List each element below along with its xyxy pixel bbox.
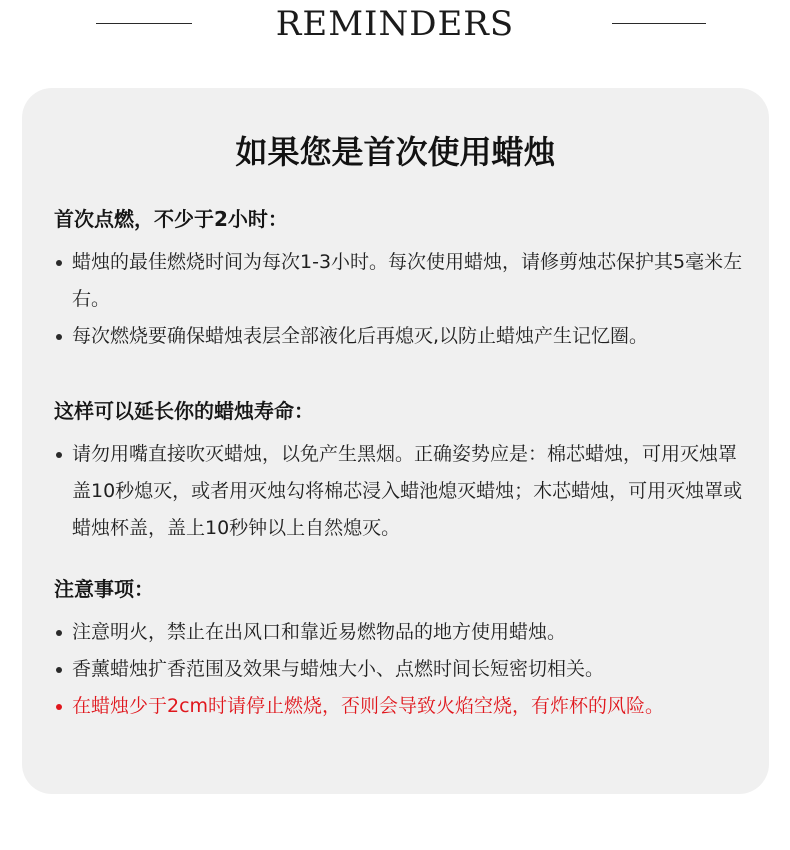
header-divider-right [612,23,706,24]
list-item-text: 蜡烛的最佳燃烧时间为每次1-3小时。每次使用蜡烛，请修剪烛芯保护其5毫米左右。 [72,251,743,310]
section-items [54,244,754,355]
bullet-dot-icon [56,334,62,340]
section-title: 这样可以延长你的蜡烛寿命： [54,399,314,423]
section-title: 注意事项： [54,577,154,601]
list-item [54,651,754,688]
list-item [54,436,754,547]
section-items [54,436,754,547]
list-item [54,318,754,355]
section-first-use [54,206,754,355]
section-precautions [54,576,754,725]
card-title: 如果您是首次使用蜡烛 [235,133,556,171]
reminder-card [22,88,769,794]
list-item-text: 每次燃烧要确保蜡烛表层全部液化后再熄灭,以防止蜡烛产生记忆圈。 [72,325,649,347]
bullet-dot-icon [56,630,62,636]
bullet-dot-icon [56,704,62,710]
reminders-header [0,0,790,60]
section-title: 首次点燃，不少于2小时： [54,207,288,231]
warning-text: 在蜡烛少于2cm时请停止燃烧，否则会导致火焰空烧，有炸杯的风险。 [72,695,665,717]
list-item [54,614,754,651]
warning-list-item [54,688,754,725]
section-items [54,614,754,725]
bullet-dot-icon [56,452,62,458]
list-item-text: 请勿用嘴直接吹灭蜡烛，以免产生黑烟。正确姿势应是：棉芯蜡烛，可用灭烛罩盖10秒熄灭，或者用灭烛勾将棉芯浸入蜡池熄灭蜡烛；木芯蜡烛，可用灭烛罩或蜡烛杯盖，盖上10秒钟以上自然熄灭。 [72,443,743,539]
bullet-dot-icon [56,667,62,673]
list-item-text: 注意明火，禁止在出风口和靠近易燃物品的地方使用蜡烛。 [72,621,567,643]
bullet-dot-icon [56,260,62,266]
section-extend-life [54,398,754,547]
list-item [54,244,754,318]
list-item-text: 香薰蜡烛扩香范围及效果与蜡烛大小、点燃时间长短密切相关。 [72,658,605,680]
header-title: REMINDERS [275,4,515,44]
